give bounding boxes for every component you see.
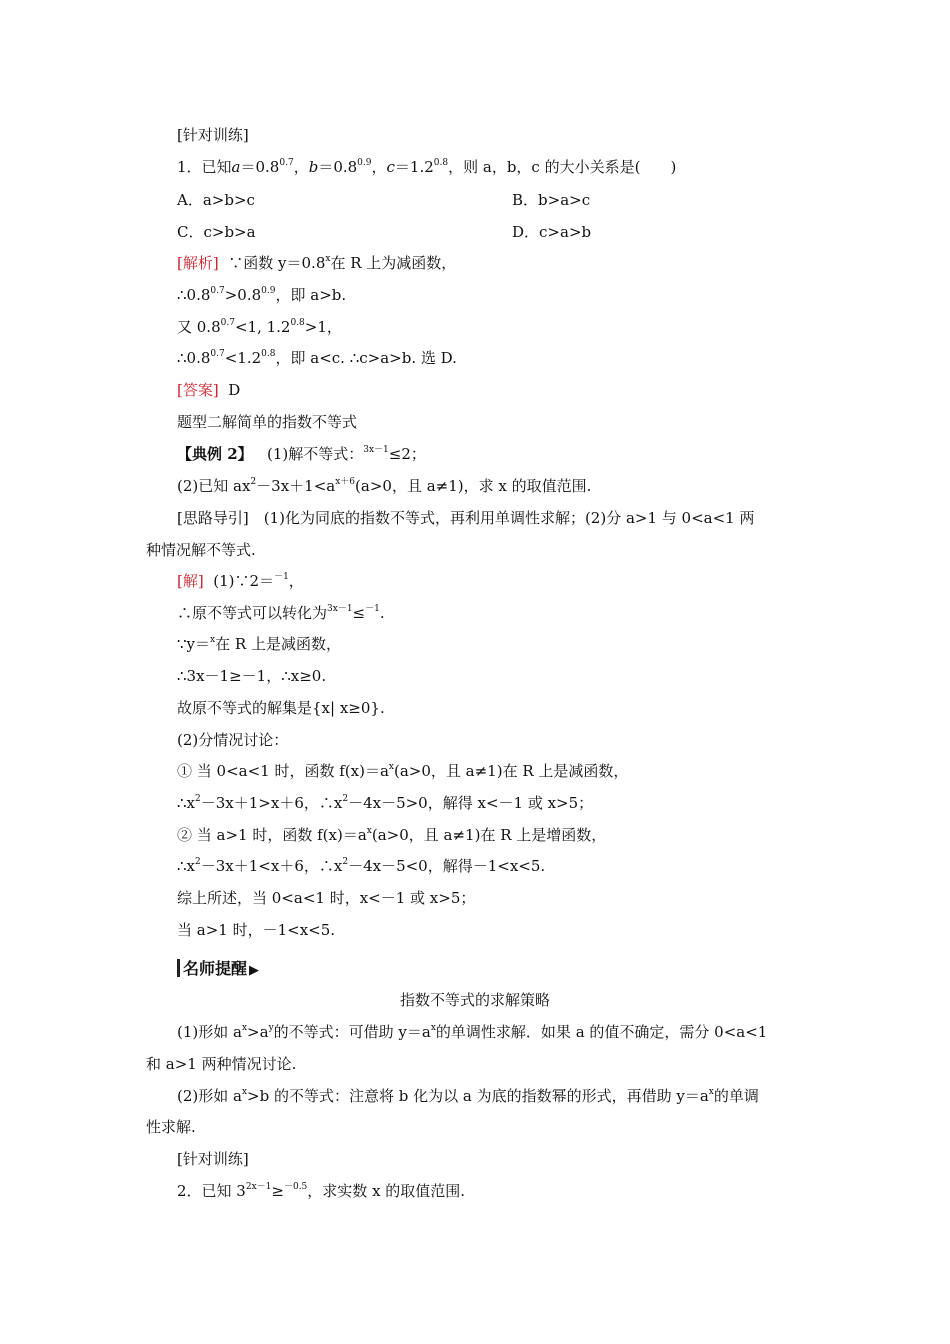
analysis-line-4 bbox=[177, 347, 457, 369]
option-a: A．a>b>c bbox=[177, 191, 255, 209]
option-c: C．c>b>a bbox=[177, 223, 256, 241]
solution-line-3 bbox=[177, 633, 341, 655]
p2-exp1: x bbox=[241, 1087, 248, 1097]
l3-exp2: 0.8 bbox=[290, 318, 305, 328]
ex1-exp: 3x－1 bbox=[363, 445, 389, 455]
q2-c: ，求实数 x 的取值范围. bbox=[307, 1182, 466, 1200]
example-line-2 bbox=[177, 475, 591, 497]
s2-exp1: 3x－1 bbox=[327, 604, 353, 614]
tip-label: 名师提醒 bbox=[183, 959, 248, 978]
p1-d: 的单调性求解．如果 a 的值不确定，需分 0<a<1 bbox=[435, 1023, 768, 1041]
guide-line-2: 种情况解不等式. bbox=[146, 541, 256, 559]
s8-exp1: 2 bbox=[195, 794, 201, 804]
solution-line-1 bbox=[177, 570, 304, 592]
q1-tail: ，则 a，b，c 的大小关系是( ) bbox=[448, 158, 677, 176]
s10-b: －3x＋1<x＋6，∴x bbox=[200, 857, 343, 875]
q1-var-a: a bbox=[231, 158, 241, 176]
tip-p1-line-2: 和 a>1 两种情况讨论. bbox=[146, 1055, 297, 1073]
solution-line-4: ∴3x－1≥－1，∴x≥0. bbox=[177, 667, 327, 685]
solution-line-5: 故原不等式的解集是{x| x≥0}. bbox=[177, 699, 385, 717]
l4-exp1: 0.7 bbox=[210, 349, 225, 359]
tip-title: 指数不等式的求解策略 bbox=[399, 991, 550, 1009]
solution-line-10 bbox=[177, 855, 545, 877]
solution-line-7 bbox=[177, 760, 628, 782]
solution-tag: [解] bbox=[177, 572, 204, 590]
l4-exp2: 0.8 bbox=[261, 349, 276, 359]
q2-exp2: －0.5 bbox=[283, 1182, 308, 1192]
l2-exp2: 0.9 bbox=[261, 286, 276, 296]
s10-exp1: 2 bbox=[195, 857, 201, 867]
s8-exp2: 2 bbox=[342, 794, 349, 804]
analysis-l1-exp: x bbox=[325, 254, 331, 264]
ex2-exp2: x＋6 bbox=[335, 477, 356, 487]
l2-c: ，即 a>b. bbox=[275, 286, 347, 304]
l4-a: ∴0.8 bbox=[177, 349, 211, 367]
analysis-line-2 bbox=[177, 284, 346, 306]
s9-b: (a>0，且 a≠1)在 R 上是增函数， bbox=[371, 826, 607, 844]
s1-exp: －1 bbox=[274, 572, 289, 582]
p1-a: (1)形如 a bbox=[177, 1023, 242, 1041]
p1-exp3: x bbox=[430, 1023, 436, 1033]
s2-exp2: －1 bbox=[365, 604, 380, 614]
l3-exp1: 0.7 bbox=[220, 318, 235, 328]
tip-p2-line-2: 性求解. bbox=[146, 1118, 196, 1136]
s7-a: ① 当 0<a<1 时，函数 f(x)＝a bbox=[177, 762, 389, 780]
q1-var-b: b bbox=[308, 158, 319, 176]
l3-b: <1, 1.2 bbox=[234, 318, 291, 336]
analysis-l1-text: ∵函数 y＝0.8 bbox=[228, 254, 326, 272]
training-label-1: [针对训练] bbox=[177, 126, 249, 144]
answer-line bbox=[177, 379, 240, 401]
s2-c: . bbox=[379, 604, 385, 622]
s1-a: (1)∵2＝ bbox=[213, 572, 275, 590]
l4-b: <1.2 bbox=[224, 349, 262, 367]
question-2 bbox=[177, 1180, 465, 1202]
p1-b: >a bbox=[247, 1023, 269, 1041]
question-1 bbox=[177, 156, 676, 178]
tip-p1-line-1 bbox=[177, 1021, 767, 1043]
q2-b: ≥ bbox=[271, 1182, 284, 1200]
tip-p2-line-1 bbox=[177, 1085, 759, 1107]
s8-c: －4x－5>0，解得 x<－1 或 x>5； bbox=[348, 794, 594, 812]
example-line-1 bbox=[177, 443, 426, 465]
s2-b: ≤ bbox=[352, 604, 366, 622]
q1-number: 1．已知 bbox=[177, 158, 232, 176]
p1-c: 的不等式：可借助 y＝a bbox=[273, 1023, 431, 1041]
q1-eq1: ＝0.8 bbox=[240, 158, 280, 176]
s10-a: ∴x bbox=[177, 857, 196, 875]
option-d: D．c>a>b bbox=[512, 223, 592, 241]
solution-line-9 bbox=[177, 824, 606, 846]
analysis-line-1 bbox=[177, 252, 456, 274]
s10-c: －4x－5<0，解得－1<x<5. bbox=[348, 857, 546, 875]
ex2-a: (2)已知 ax bbox=[177, 477, 251, 495]
p2-c: 的单调 bbox=[713, 1087, 759, 1105]
ex1-b: ≤2； bbox=[388, 445, 426, 463]
p2-exp2: x bbox=[708, 1087, 714, 1097]
q1-sep1: ， bbox=[293, 158, 309, 176]
s9-exp: x bbox=[366, 826, 372, 836]
play-triangle-icon: ▶ bbox=[249, 963, 260, 978]
l2-b: >0.8 bbox=[224, 286, 262, 304]
s1-b: ， bbox=[288, 572, 304, 590]
q1-eq2: ＝0.8 bbox=[318, 158, 358, 176]
s10-exp2: 2 bbox=[342, 857, 349, 867]
ex2-exp1: 2 bbox=[250, 477, 257, 487]
solution-line-6: (2)分情况讨论： bbox=[177, 731, 289, 749]
ex2-b: －3x＋1<a bbox=[256, 477, 336, 495]
analysis-line-3 bbox=[177, 316, 342, 338]
ex2-c: (a>0，且 a≠1)，求 x 的取值范围. bbox=[355, 477, 592, 495]
s8-b: －3x＋1>x＋6，∴x bbox=[200, 794, 343, 812]
s2-a: ∴原不等式可以转化为 bbox=[177, 604, 328, 622]
solution-line-2 bbox=[177, 602, 385, 624]
q1-exp2: 0.9 bbox=[357, 158, 372, 168]
l3-c: >1， bbox=[304, 318, 342, 336]
ex1-a: (1)解不等式： bbox=[266, 445, 364, 463]
training-label-2: [针对训练] bbox=[177, 1150, 249, 1168]
solution-line-12: 当 a>1 时，－1<x<5. bbox=[177, 921, 336, 939]
l2-exp1: 0.7 bbox=[210, 286, 225, 296]
q2-exp1: 2x－1 bbox=[245, 1182, 272, 1192]
s7-b: (a>0，且 a≠1)在 R 上是减函数， bbox=[393, 762, 629, 780]
s3-exp: x bbox=[210, 635, 216, 645]
example-tag: 【典例 2】 bbox=[177, 445, 253, 463]
solution-line-11: 综上所述，当 0<a<1 时，x<－1 或 x>5； bbox=[177, 889, 476, 907]
answer-value: D bbox=[228, 381, 241, 399]
s3-a: ∵y＝ bbox=[177, 635, 211, 653]
q1-sep2: ， bbox=[371, 158, 387, 176]
s9-a: ② 当 a>1 时，函数 f(x)＝a bbox=[177, 826, 367, 844]
section-title: 题型二解简单的指数不等式 bbox=[177, 413, 358, 431]
p2-a: (2)形如 a bbox=[177, 1087, 242, 1105]
analysis-l1-tail: 在 R 上为减函数， bbox=[330, 254, 457, 272]
l2-a: ∴0.8 bbox=[177, 286, 211, 304]
solution-line-8 bbox=[177, 792, 593, 814]
s3-b: 在 R 上是减函数， bbox=[215, 635, 341, 653]
analysis-tag: [解析] bbox=[177, 254, 219, 272]
guide-line-1: [思路导引] (1)化为同底的指数不等式，再利用单调性求解；(2)分 a>1 与 0<a<1 两 bbox=[177, 509, 755, 527]
option-b: B．b>a>c bbox=[512, 191, 591, 209]
l3-a: 又 0.8 bbox=[177, 318, 221, 336]
s8-a: ∴x bbox=[177, 794, 196, 812]
q1-exp1: 0.7 bbox=[279, 158, 294, 168]
tip-heading bbox=[177, 957, 259, 981]
q2-a: 2．已知 3 bbox=[177, 1182, 246, 1200]
q1-exp3: 0.8 bbox=[433, 158, 449, 168]
p1-exp2: y bbox=[268, 1023, 274, 1033]
p2-b: >b 的不等式：注意将 b 化为以 a 为底的指数幂的形式，再借助 y＝a bbox=[247, 1087, 709, 1105]
tip-bar-icon bbox=[177, 959, 180, 977]
q1-eq3: ＝1.2 bbox=[394, 158, 434, 176]
s7-exp: x bbox=[388, 762, 394, 772]
q1-var-c: c bbox=[386, 158, 395, 176]
p1-exp1: x bbox=[241, 1023, 248, 1033]
answer-tag: [答案] bbox=[177, 381, 219, 399]
l4-c: ，即 a<c. ∴c>a>b. 选 D. bbox=[275, 349, 457, 367]
